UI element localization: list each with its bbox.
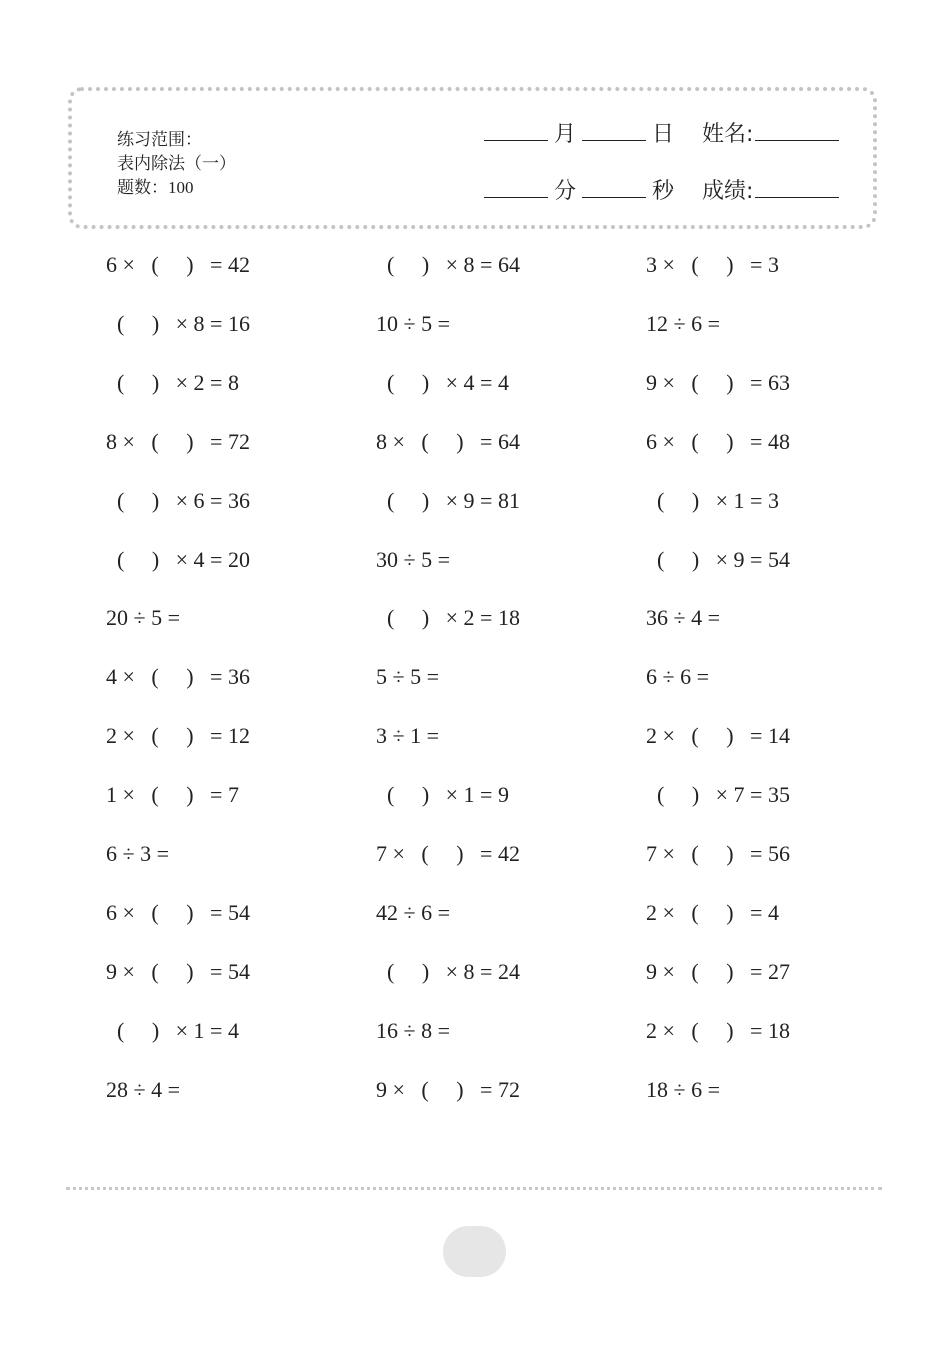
- math-problem: 8 × ( ) = 72: [106, 428, 250, 454]
- math-problem: 9 × ( ) = 54: [106, 958, 250, 984]
- math-problem: 2 × ( ) = 18: [646, 1017, 790, 1043]
- math-problem: ( ) × 2 = 8: [106, 369, 239, 395]
- math-problem: 18 ÷ 6 =: [646, 1076, 720, 1102]
- math-problem: 36 ÷ 4 =: [646, 605, 720, 631]
- math-problem: 16 ÷ 8 =: [376, 1017, 450, 1043]
- range-label: 练习范围：: [117, 130, 202, 150]
- range-value: 表内除法（一）: [117, 154, 236, 174]
- math-problem: 1 × ( ) = 7: [106, 782, 239, 808]
- math-problem: 7 × ( ) = 56: [646, 841, 790, 866]
- math-problem: 30 ÷ 5 =: [376, 546, 450, 572]
- math-problem: 2 × ( ) = 12: [106, 723, 250, 749]
- math-problem: 42 ÷ 6 =: [376, 899, 450, 925]
- minute-label: 分: [554, 179, 577, 204]
- math-problem: ( ) × 8 = 64: [376, 252, 520, 277]
- math-problem: 10 ÷ 5 =: [376, 310, 450, 336]
- month-label: 月: [554, 122, 577, 147]
- math-problem: 28 ÷ 4 =: [106, 1076, 180, 1102]
- math-problem: 9 × ( ) = 72: [376, 1076, 520, 1102]
- math-problem: ( ) × 7 = 35: [646, 782, 790, 808]
- math-problem: 12 ÷ 6 =: [646, 310, 720, 336]
- math-problem: 7 × ( ) = 42: [376, 841, 520, 866]
- math-problem: ( ) × 1 = 3: [646, 487, 779, 513]
- math-problem: 5 ÷ 5 =: [376, 664, 439, 690]
- count-label: 题数：: [117, 178, 168, 198]
- math-problem: 3 × ( ) = 3: [646, 252, 779, 277]
- math-problem: ( ) × 8 = 16: [106, 310, 250, 336]
- second-label: 秒: [652, 179, 675, 204]
- math-problem: 9 × ( ) = 27: [646, 958, 790, 984]
- math-problem: 6 × ( ) = 42: [106, 252, 250, 277]
- math-problem: 20 ÷ 5 =: [106, 605, 180, 631]
- math-problem: 9 × ( ) = 63: [646, 369, 790, 395]
- math-problem: 3 ÷ 1 =: [376, 723, 439, 749]
- math-problem: ( ) × 8 = 24: [376, 958, 520, 984]
- math-problem: 6 × ( ) = 48: [646, 428, 790, 454]
- math-problem: 6 × ( ) = 54: [106, 899, 250, 925]
- math-problem: ( ) × 2 = 18: [376, 605, 520, 631]
- math-problem: ( ) × 4 = 20: [106, 546, 250, 572]
- score-label: 成绩:: [702, 179, 754, 204]
- math-problem: ( ) × 1 = 9: [376, 782, 509, 808]
- footer-divider: [66, 1187, 882, 1190]
- math-problem: ( ) × 4 = 4: [376, 369, 509, 395]
- math-problem: 6 ÷ 3 =: [106, 841, 169, 866]
- page-number-badge: [443, 1226, 506, 1277]
- math-problem: 4 × ( ) = 36: [106, 664, 250, 690]
- name-label: 姓名:: [702, 122, 754, 147]
- math-problem: 2 × ( ) = 4: [646, 899, 779, 925]
- math-problem: 2 × ( ) = 14: [646, 723, 790, 749]
- math-problem: ( ) × 6 = 36: [106, 487, 250, 513]
- math-problem: ( ) × 9 = 81: [376, 487, 520, 513]
- math-problem: 8 × ( ) = 64: [376, 428, 520, 454]
- math-problem: ( ) × 9 = 54: [646, 546, 790, 572]
- math-problem: ( ) × 1 = 4: [106, 1017, 239, 1043]
- day-label: 日: [652, 122, 675, 147]
- math-problem: 6 ÷ 6 =: [646, 664, 709, 690]
- count-value: 100: [168, 178, 194, 197]
